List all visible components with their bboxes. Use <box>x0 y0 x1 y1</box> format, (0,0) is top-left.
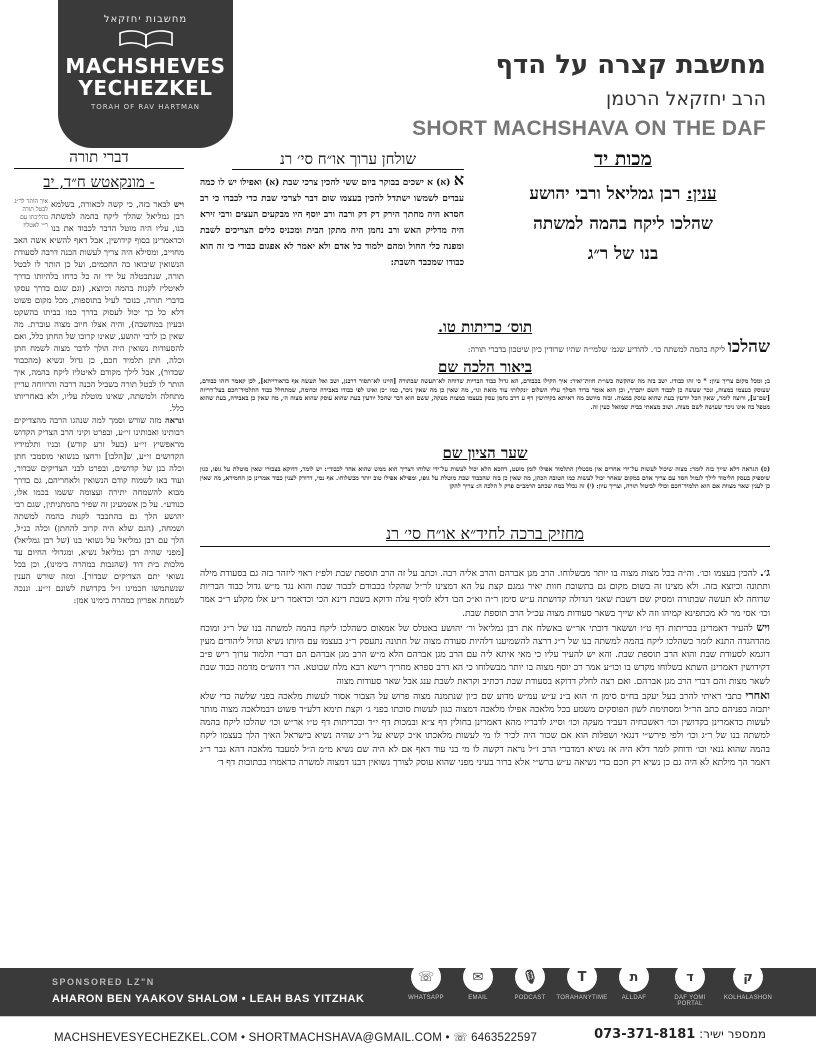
phone-israel[interactable]: 073-371-8181 <box>594 1027 696 1042</box>
shulchan-aruch-letter: א <box>453 170 465 189</box>
whatsapp-label: WHATSAPP <box>408 995 444 1001</box>
topic-line-3: בנו של ר״ג <box>587 244 659 264</box>
tosfos-title: תוס׳ כריתות טו. <box>437 318 533 336</box>
whatsapp-link[interactable] <box>400 962 452 1001</box>
kolhalashon-link[interactable] <box>722 962 774 1001</box>
logo-line-1: MACHSHEVES <box>65 54 226 78</box>
machzik-bracha-title: מחזיק ברכה לחיד״א או״ח סי׳ רנ <box>385 524 584 543</box>
tosfos-text: ליקח בהמה למשתה כו׳. להודיע שגמ׳ שלמי״ה שהיו שרודין כיון שיטכון בדברי תורה: <box>467 345 726 354</box>
divrei-torah-text: לבאר בזה, כי קשה לכאורה, בשלמא רבן גמליאל שהלך ליקח בהמה למשתה בנו, עליו היה מוטל הדבר לכבוד את בנו וכדאמרינן בסוף קידושין, אבל דאף להשיא אשה האב מחוייב, ומסילא היה צריך לעשות הכנה דרבה לסעודת הנשואין שיבואו בה החכמים, ועל כן הותר לו לבטל תורה, שנתבטלה על ידי זה כל כרחו בלהיותו בדרך לאיטליז לקנות בהמה וכיוצא, (וגם שגם בדרך עסקו בדברי תורה, כנזכר לעיל בתוספות, מכל מקום פשוט דלא כל כך יכול לעסוק בדרך כמו בביתו בהשקט ובעיון במחשבה), והיה אצלו חיוב מצוה עוברת. מה שאין כן לרבי יהושע, שאינו קרובו של החתן כלל, ואם להסעודות נשואין היה הולך לדבר מצוה לשמח חתן וכלה, חתן תלמיד חכם, כן גדול ונשיא (מהכבוד שבדור), אבל לילך מקודם לאיטליז ליקח בהמה, איך הותר לו לבטל תורה בשביל הכנה דרבה והרווחה עדיין מתחלה ולמשתה, שאינו מוטלת עליו, ולא באחריותו כלל. <box>14 199 184 413</box>
divrei-torah-opening-2: ונראה <box>165 415 184 425</box>
torahanytime-icon: T <box>567 962 597 992</box>
divrei-torah-text-2: מזה שורש וסמך למה שנהגו הרבה מהצדיקים רבותינו ואבותינו זי״ע, ובפרט וקיני הרב הצדיק הקדוש מראפשיץ זי״ע (בעל זרע קודש) ובניו ותלמידיו הקדושים זי״ע, ש[הלכו] ורחצו בנשואי מוסמכי חתן וכלה בנן של קדושים, ובפרט לבני הצדיקים שבדור, ועוד באו לשמוח קודם הנשואין ולאחריהם, גם בדרך מבוא להשמחה יתירה ועצומה ששמו בכמו אלו, כנודע״. על כן אשמעינן זה שפיר בהמתניתין, שגם רבי יהושע הלך גם בהתכבד לקנות בהמה למשתה ושמחה, (הגם שלא היה קרוב להחתן) וכלה כנ״ל, הלך עם רבן גמליאל על נשואי בנו (של רבן גמליאל) [מפני שהיה רבן גמליאל נשיא, ומגדולי החיום עד מלכות בית דוד (שהנבות במהרה בימינו), וכן בכל נשואי יתם הצדיקים שבדור]. ומזה שורש הענין שנשתמשו חכמינו ז״ל בקדושת לשונם זי״ע. וננכה לשמחת אפריון במהרה בימינו אמן: <box>14 415 184 605</box>
contact-separator-2: • <box>445 1032 450 1044</box>
daf-yomi-portal-link[interactable] <box>664 962 716 1007</box>
whatsapp-small-icon: ☏ <box>453 1032 468 1044</box>
machzik-bracha-body <box>200 566 770 966</box>
topic-line-2: שהלכו ליקח בהמה למשתה <box>533 214 713 234</box>
podcast-icon: 🎙 <box>515 962 545 992</box>
phone-us[interactable]: 6463522597 <box>471 1032 538 1044</box>
margin-note: איך הותר לר״ג לבטל תורה בהליכתו עם ר״י לאטליז <box>14 198 48 229</box>
machzik-opening-2: ויש <box>756 620 770 634</box>
machzik-paragraph-1: להכין בעצמו וכו׳. וה״ה בכל מצות מצוה בו יותר מבשלוחו. הרב מגן אברהם והרב אליה רבה. וכתב על זה הרב תוספת שבת ולפ״ז ראוי ליזהר בזה גם בסעודת מילה ותתונה וכיוצא בזה. ולא מצינו זה בשום מקום גם בתשובת חוות יאיר גמגם קצת על הא דמצינו לר״ל שהקלו בכבודם לכבוד שבת והוא נגד מ״ש גדול כבוד הבריות שדוחה לא תעשה שבתורה ומסיק שם דשבת שאני דגדולה קדושתה ע״ש סימן ר״ה וא״כ הבו דלא לוסיף עלה ודוקא בשבת דינא הכי וכדאמר ר״ע אלו מקלע ר״כ אמר וכו׳ אסי מר לא מכתפינא קמיהו וזה לא שייך בשאר סעודות מצוה עכ״ל הרב תוספת שבת. <box>200 569 770 619</box>
machzik-paragraph-2: להעיר דאמרינן בכריתות דף ט״ו וששאר דוכתי אר״ש באשלח את רבן גמליאל ור׳ יהושע באטלס של אמאום כשהלכו ליקח בהמה למשתה בנו של ר״ג ומוכח מהדהגדה התנא לומר כשהלכו ליקח בהמה למשתה בנו של ר״ג דרצה להשמיענו דלהיות סעודת מצוה של חתונה נתעסק ר״ג בעצמו עם היותו נשיא וגדול ליהודים מעין דוגמא לסעודת שבת והוא הרב תוספת שבת. והא יש להעיר עליו כי מאי איתא ליה עם הרב מגן אברהם הלא מ״ש הרב מגן אברהם הם דברי תלמוד ערוך ריש פ״ב דקידושין דאמרינן השתא בשלוחו מקדש בו וכו״ע אמר רב יוסף מצוה בו יותר מבשלוחו כי הא דרב ספרא מחריך רישא רבא מלח שבוטא. הרי דהש״ס מדמה כבוד שבת לשאר מצות והם דברי הרב מגן אברהם. ואם רצה לחלק דדוקא בסעודת שבת דכתיב וקראת לשבת ענג אבל שאר סעודות מצוה <box>200 623 770 687</box>
shulchan-aruch-text: (א) א ישכים בבוקר ביום ששי להכין צרכי שבת (א) ואפילו יש לו כמה עבדים לשמשו ישתדל להכין בעצמו שום דבר לצרכי שבת כדי לכבדו כי רב חסדא היה מחתך הירק דק דק ורבה ורב יוסף היו מבקעים העצים ורבי זירא היה מדליק האש ורב נחמן היה מתקן הבית ומכניס כלים הצריכים לשבת ומפנה כלי החול ומהם ילמוד כל אדם ולא יאמר לא אפגום כבודי כי זה הוא כבודו שמכבד השבת: <box>200 178 464 268</box>
topic-text-1: רבן גמליאל ורבי יהושע <box>529 184 681 204</box>
shaar-hatziyun-title: שער הציון שם <box>442 444 528 462</box>
daf-yomi-portal-icon: ד <box>675 962 705 992</box>
logo <box>58 0 233 148</box>
topic-block <box>478 148 768 269</box>
divrei-torah-title: דברי תורה <box>14 148 184 169</box>
tosfos-opening: שהלכו <box>727 337 770 357</box>
sponsor-label: SPONSORED LZ"N <box>52 977 155 987</box>
machzik-letter: ג׳. <box>759 566 770 579</box>
topic-label: ענין: <box>686 184 717 204</box>
divrei-torah-opening: ויש <box>173 199 184 209</box>
logo-hebrew-text: מחשבות יחזקאל <box>103 14 188 25</box>
section-divider <box>200 546 770 547</box>
sponsor-name-1: AHARON BEN YAAKOV SHALOM <box>52 993 239 1005</box>
sponsor-separator: • <box>241 993 247 1005</box>
machzik-opening-3: ואחרי <box>745 688 770 702</box>
divrei-torah-body <box>14 198 184 606</box>
email-link[interactable] <box>452 962 504 1001</box>
daf-yomi-portal-label: DAF YOMI PORTAL <box>674 995 706 1007</box>
podcast-link[interactable] <box>504 962 556 1001</box>
alldaf-icon: ת <box>619 962 649 992</box>
logo-tagline: TORAH OF RAV HARTMAN <box>90 103 201 111</box>
phone-label-hebrew: ממספר ישיר: <box>699 1027 766 1041</box>
page-title-english: SHORT MACHSHAVA ON THE DAF <box>412 117 766 140</box>
kolhalashon-label: KOLHALASHON <box>723 995 773 1001</box>
tosfos-text-block <box>206 337 770 357</box>
website-link[interactable]: MACHSHEVESYECHEZKEL.COM <box>54 1032 238 1044</box>
whatsapp-icon: ☏ <box>411 962 441 992</box>
topic-line-1 <box>478 179 768 209</box>
shulchan-aruch-title: שולחן ערוך או״ח סי׳ רנ <box>232 150 464 170</box>
page-title-hebrew: מחשבת קצרה על הדף <box>495 50 766 80</box>
torahanytime-link[interactable] <box>556 962 608 1001</box>
link-icons <box>400 962 776 1010</box>
contact-english <box>54 1030 537 1044</box>
email-address-link[interactable]: SHORTMACHSHAVA@GMAIL.COM <box>248 1032 443 1044</box>
torahanytime-label: TORAHANYTIME <box>556 995 608 1001</box>
email-label: EMAIL <box>468 995 488 1001</box>
podcast-label: PODCAST <box>514 995 546 1001</box>
biur-halacha-text: ב; ומכל מקום צריך עיון: * כי זהו כבודו. ישב בזה מה שהקשה בשו״ת חוות־יאיר: איך הקילו בכבודם, הא גדול כבוד הבריות שדוחה לא־תעשה שבתורה [היינו לא־תסור דרבנן, ושב ואל תעשה אף בדאורייתא], לכן קאמר דזהו כבודם, שעוסק בעצמו במצוה, ונכר שעשה כן לכבוד השם יתברך, וכן הוא אומר בדוד המלך עליו השלום ׳ונקלותי עוד מזאת וגו״, מה שאין כן מה שאין ניכר, כמו ״כן ואינו לפי כבודו באבידה וכדומה, שמתחלל כבוד התלמיד־חכם בעל־דריזה [שם־ע], ורוצה לומר, שאין הכל יודעין בעת שהוא עוסק במצוה. ובזה מיושב מה דאיתא בקידושין דף ע דרב נחמן עסק בעצמו במצות מעקה, ששם הוא דבר שהכל יודעין בעת שהוא עוסק שהוא מצוה ה׳, מה שאין כן באבידה, בעת שהוא מטפל בה אינו ניכר שעושה לשם מצוה. ושוב מצאתי בבית שמואל כעין זה. <box>200 378 770 411</box>
divrei-torah-column <box>14 148 184 948</box>
email-icon: ✉ <box>463 962 493 992</box>
masechet-title: מכות יד <box>594 148 652 170</box>
author-name-hebrew: הרב יחזקאל הרטמן <box>606 88 766 110</box>
alldaf-link[interactable] <box>608 962 660 1001</box>
alldaf-label: ALLDAF <box>621 995 647 1001</box>
divrei-torah-source: - מונקאטש ח״ד, יב <box>43 173 155 191</box>
contact-hebrew <box>594 1027 766 1042</box>
biur-halacha-title: ביאור הלכה שם <box>437 358 533 376</box>
sponsor-name-2: LEAH BAS YITZHAK <box>249 993 365 1005</box>
sponsor-names <box>52 993 364 1005</box>
logo-line-2: YECHEZKEL <box>78 76 213 100</box>
open-book-icon <box>118 29 174 49</box>
contact-separator: • <box>240 1032 246 1044</box>
shaar-hatziyun-text: (ס) הגראה דלא שייך בזה לומר: מצוה שיכול לעשות על־ידי אחרים אין מבטלין התלמוד אפילו לזמן מועט, דהכא הלא יכול לעשות על־ידי שלוחו דצריך הוא ממש שהוא אחד לכבוד״: יש לומר, דדוקא בצבורי שאין מוטלת על גופו, כגון שיספיק בעסק הלימוד לילך לגמול חסד עם צריך אדם במקום שאחר יכול לעשות כמו הטובה הכהן, מה שאין כן בזה שהכבוד שבת מוטלת על גופו, ומפילא אפילו טוב יותר מבשלוחו. אף נמי, דרודק לענין כבוד אמרינן כן החמירא, מה שאין כן לענין שאר מצוות אם הוא תלמיד־חכם וכולי לביטול תורה, וצריך עיון: (י) זה נכלל במה שכתב הרמב״ם פרק ל הלכה ה: צריך להקן <box>200 466 770 491</box>
machzik-paragraph-3: כתבי ראיתי להרב בעל יעקב בח״ס סימן ח׳ הוא ב״נ ע״ש עמ״ש מדוע שם כיון שנתמנה מצוה פרוש על הצבור אסור לעשות מלאכה בפני שלשה כדי שלא יתבזה בפניהם כתב הר״ל ומסתימת לשון הפוסקים משמע בכל מלאכה אפילו מלאכה דמצוה כגון לעשות סוכתו בפני ג׳ וקצת תימא דלע״ד פשוט דבמלאכה מצוה מותר לעשות כדאמרינן בקדושין וכו׳ ראשכחיה דעביד מעקה וכו׳ וסייג לדבריו מהא דאמרינן בחולין דף צ״א ובמכות דף י״ד ובכריתות דף ט״ו אר״ש וכו׳ שהלכו ליקח בהמה למשתה בנו של ר״ג וכו׳ ולפי פירש״י דנגאי ושפלות הוא אם שכור היה לכיר לו מי לעשות מלאכתו א״כ קשיא על ר״ג שהיה נשיא בישראל האיך הלך בעצמו ליקח בהמה שהוא גנאי וכו׳ ודוחק לומר דלא היה אז נשיא דמדברי הרב ז״ל נראה דקשה לו מי בני עוד דאף אם לא היה שם נשיא מ״מ ה״ל למעבד מלאכה דהא גבר ר״ג דאמר הך מילתא לא היה גם כן נשיא רק חכם בדי נשיאה ע״ש ברש״י אלא ברור בעיני מפני שהוא עוסק לצורך נשואין דבנו דמצוה למשרה כדאמרו בכתובות דף ד׳ <box>200 691 770 768</box>
kolhalashon-icon: ק <box>733 962 763 992</box>
shulchan-aruch-body <box>200 172 464 271</box>
